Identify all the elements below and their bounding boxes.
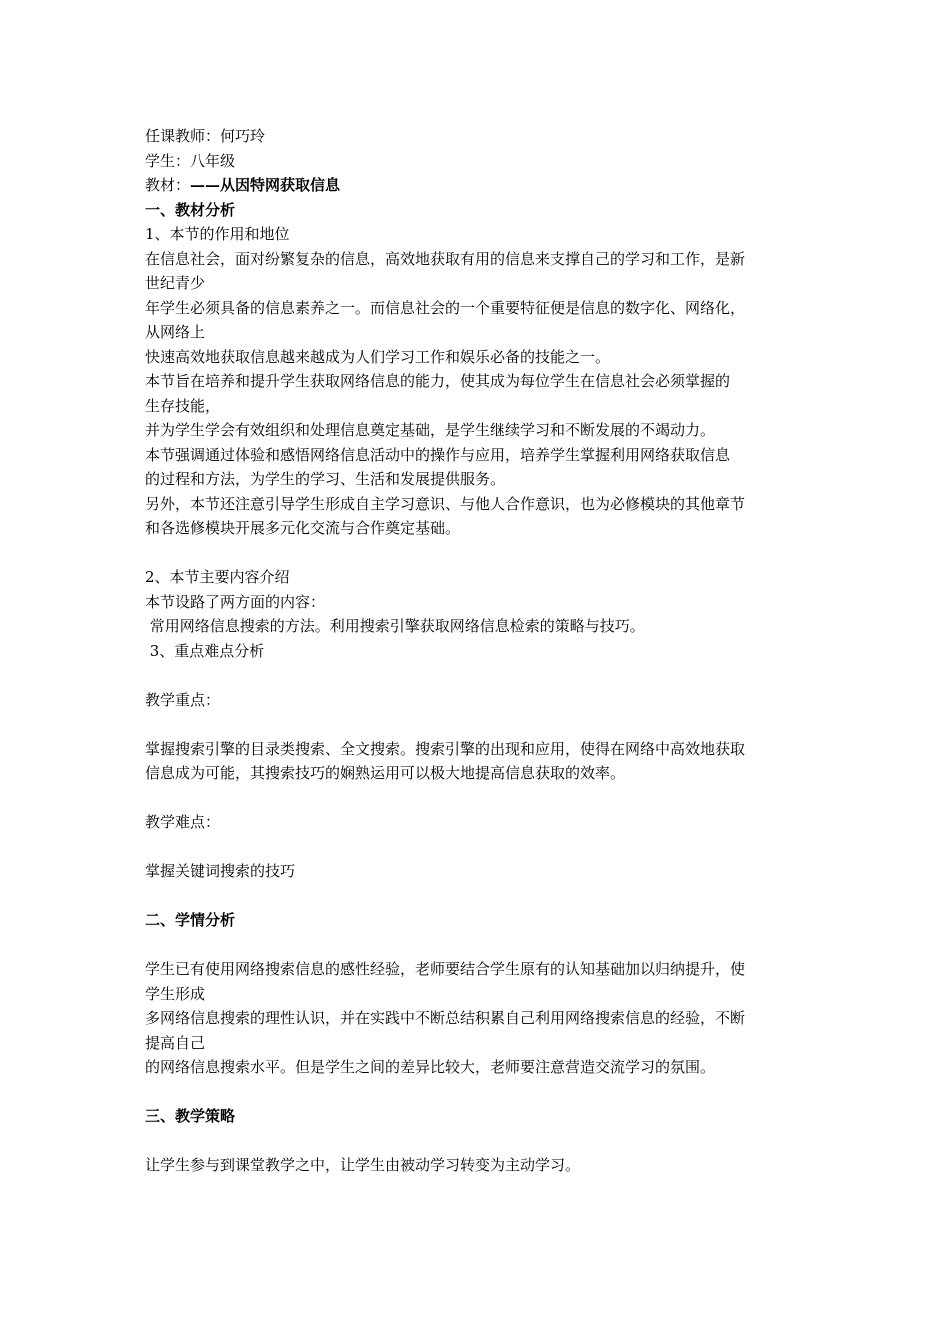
key-points-label: 教学重点： (145, 690, 221, 709)
section2-paragraph-line: 多网络信息搜索的理性认识，并在实践中不断总结积累自己利用网络搜索信息的经验，不断 (145, 1009, 746, 1027)
section1-paragraph-line: 在信息社会，面对纷繁复杂的信息，高效地获取有用的信息来支撑自己的学习和工作，是新 (145, 249, 746, 268)
section1-paragraph-line: 生存技能， (145, 396, 221, 415)
section2-paragraph-line: 的网络信息搜索水平。但是学生之间的差异比较大，老师要注意营造交流学习的氛围。 (145, 1058, 716, 1076)
section1-sub2-title: 2、本节主要内容介绍 (145, 568, 290, 586)
textbook-title: ——从因特网获取信息 (190, 176, 341, 194)
student-line: 学生：八年级 (145, 151, 236, 170)
section1-paragraph-line: 年学生必须具备的信息素养之一。而信息社会的一个重要特征便是信息的数字化、网络化， (145, 298, 746, 317)
textbook-line (145, 173, 810, 198)
section2-heading: 二、学情分析 (145, 911, 236, 929)
section1-paragraph-line: 本节强调通过体验和感悟网络信息活动中的操作与应用，培养学生掌握利用网络获取信息 (145, 445, 731, 464)
blank-line (145, 786, 810, 811)
section1-paragraph-line: 另外，本节还注意引导学生形成自主学习意识、与他人合作意识，也为必修模块的其他章节 (145, 494, 746, 513)
section1-paragraph-line: 和各选修模块开展多元化交流与合作奠定基础。 (145, 519, 461, 537)
blank-line (145, 663, 810, 688)
section2-paragraph-line: 提高自己 (145, 1033, 206, 1052)
blank-line (145, 1080, 810, 1105)
section2-paragraph-line: 学生已有使用网络搜索信息的感性经验，老师要结合学生原有的认知基础加以归纳提升，使 (145, 960, 746, 978)
section1-paragraph-line: 并为学生学会有效组织和处理信息奠定基础，是学生继续学习和不断发展的不竭动力。 (145, 421, 716, 439)
teacher-line: 任课教师：何巧玲 (145, 127, 266, 145)
blank-line (145, 541, 810, 566)
key-points-line: 信息成为可能，其搜索技巧的娴熟运用可以极大地提高信息获取的效率。 (145, 764, 626, 782)
key-points-line: 掌握搜索引擎的目录类搜索、全文搜索。搜索引擎的出现和应用，使得在网络中高效地获取 (145, 739, 746, 758)
blank-line (145, 835, 810, 860)
section1-sub3-title: 3、重点难点分析 (145, 641, 265, 660)
section1-paragraph-line: 世纪青少 (145, 274, 206, 292)
blank-line (145, 884, 810, 909)
section1-sub2-line: 常用网络信息搜索的方法。利用搜索引擎获取网络信息检索的策略与技巧。 (145, 617, 645, 635)
section1-paragraph-line: 从网络上 (145, 323, 206, 341)
section1-paragraph-line: 的过程和方法，为学生的学习、生活和发展提供服务。 (145, 470, 506, 488)
document-body (145, 124, 810, 1178)
difficult-points-label: 教学难点： (145, 813, 221, 831)
blank-line (145, 933, 810, 958)
textbook-prefix: 教材： (145, 176, 191, 194)
section1-paragraph-line: 快速高效地获取信息越来越成为人们学习工作和娱乐必备的技能之一。 (145, 347, 611, 366)
section3-heading: 三、教学策略 (145, 1107, 236, 1125)
blank-line (145, 712, 810, 737)
section1-sub2-line: 本节设路了两方面的内容： (145, 592, 326, 611)
section2-paragraph-line: 学生形成 (145, 984, 206, 1003)
blank-line (145, 1129, 810, 1154)
section1-heading: 一、教材分析 (145, 200, 236, 219)
section1-paragraph-line: 本节旨在培养和提升学生获取网络信息的能力，使其成为每位学生在信息社会必须掌握的 (145, 372, 731, 390)
section1-sub1-title: 1、本节的作用和地位 (145, 225, 290, 243)
difficult-points-line: 掌握关键词搜索的技巧 (145, 862, 296, 880)
section3-paragraph-line: 让学生参与到课堂教学之中，让学生由被动学习转变为主动学习。 (145, 1156, 581, 1174)
